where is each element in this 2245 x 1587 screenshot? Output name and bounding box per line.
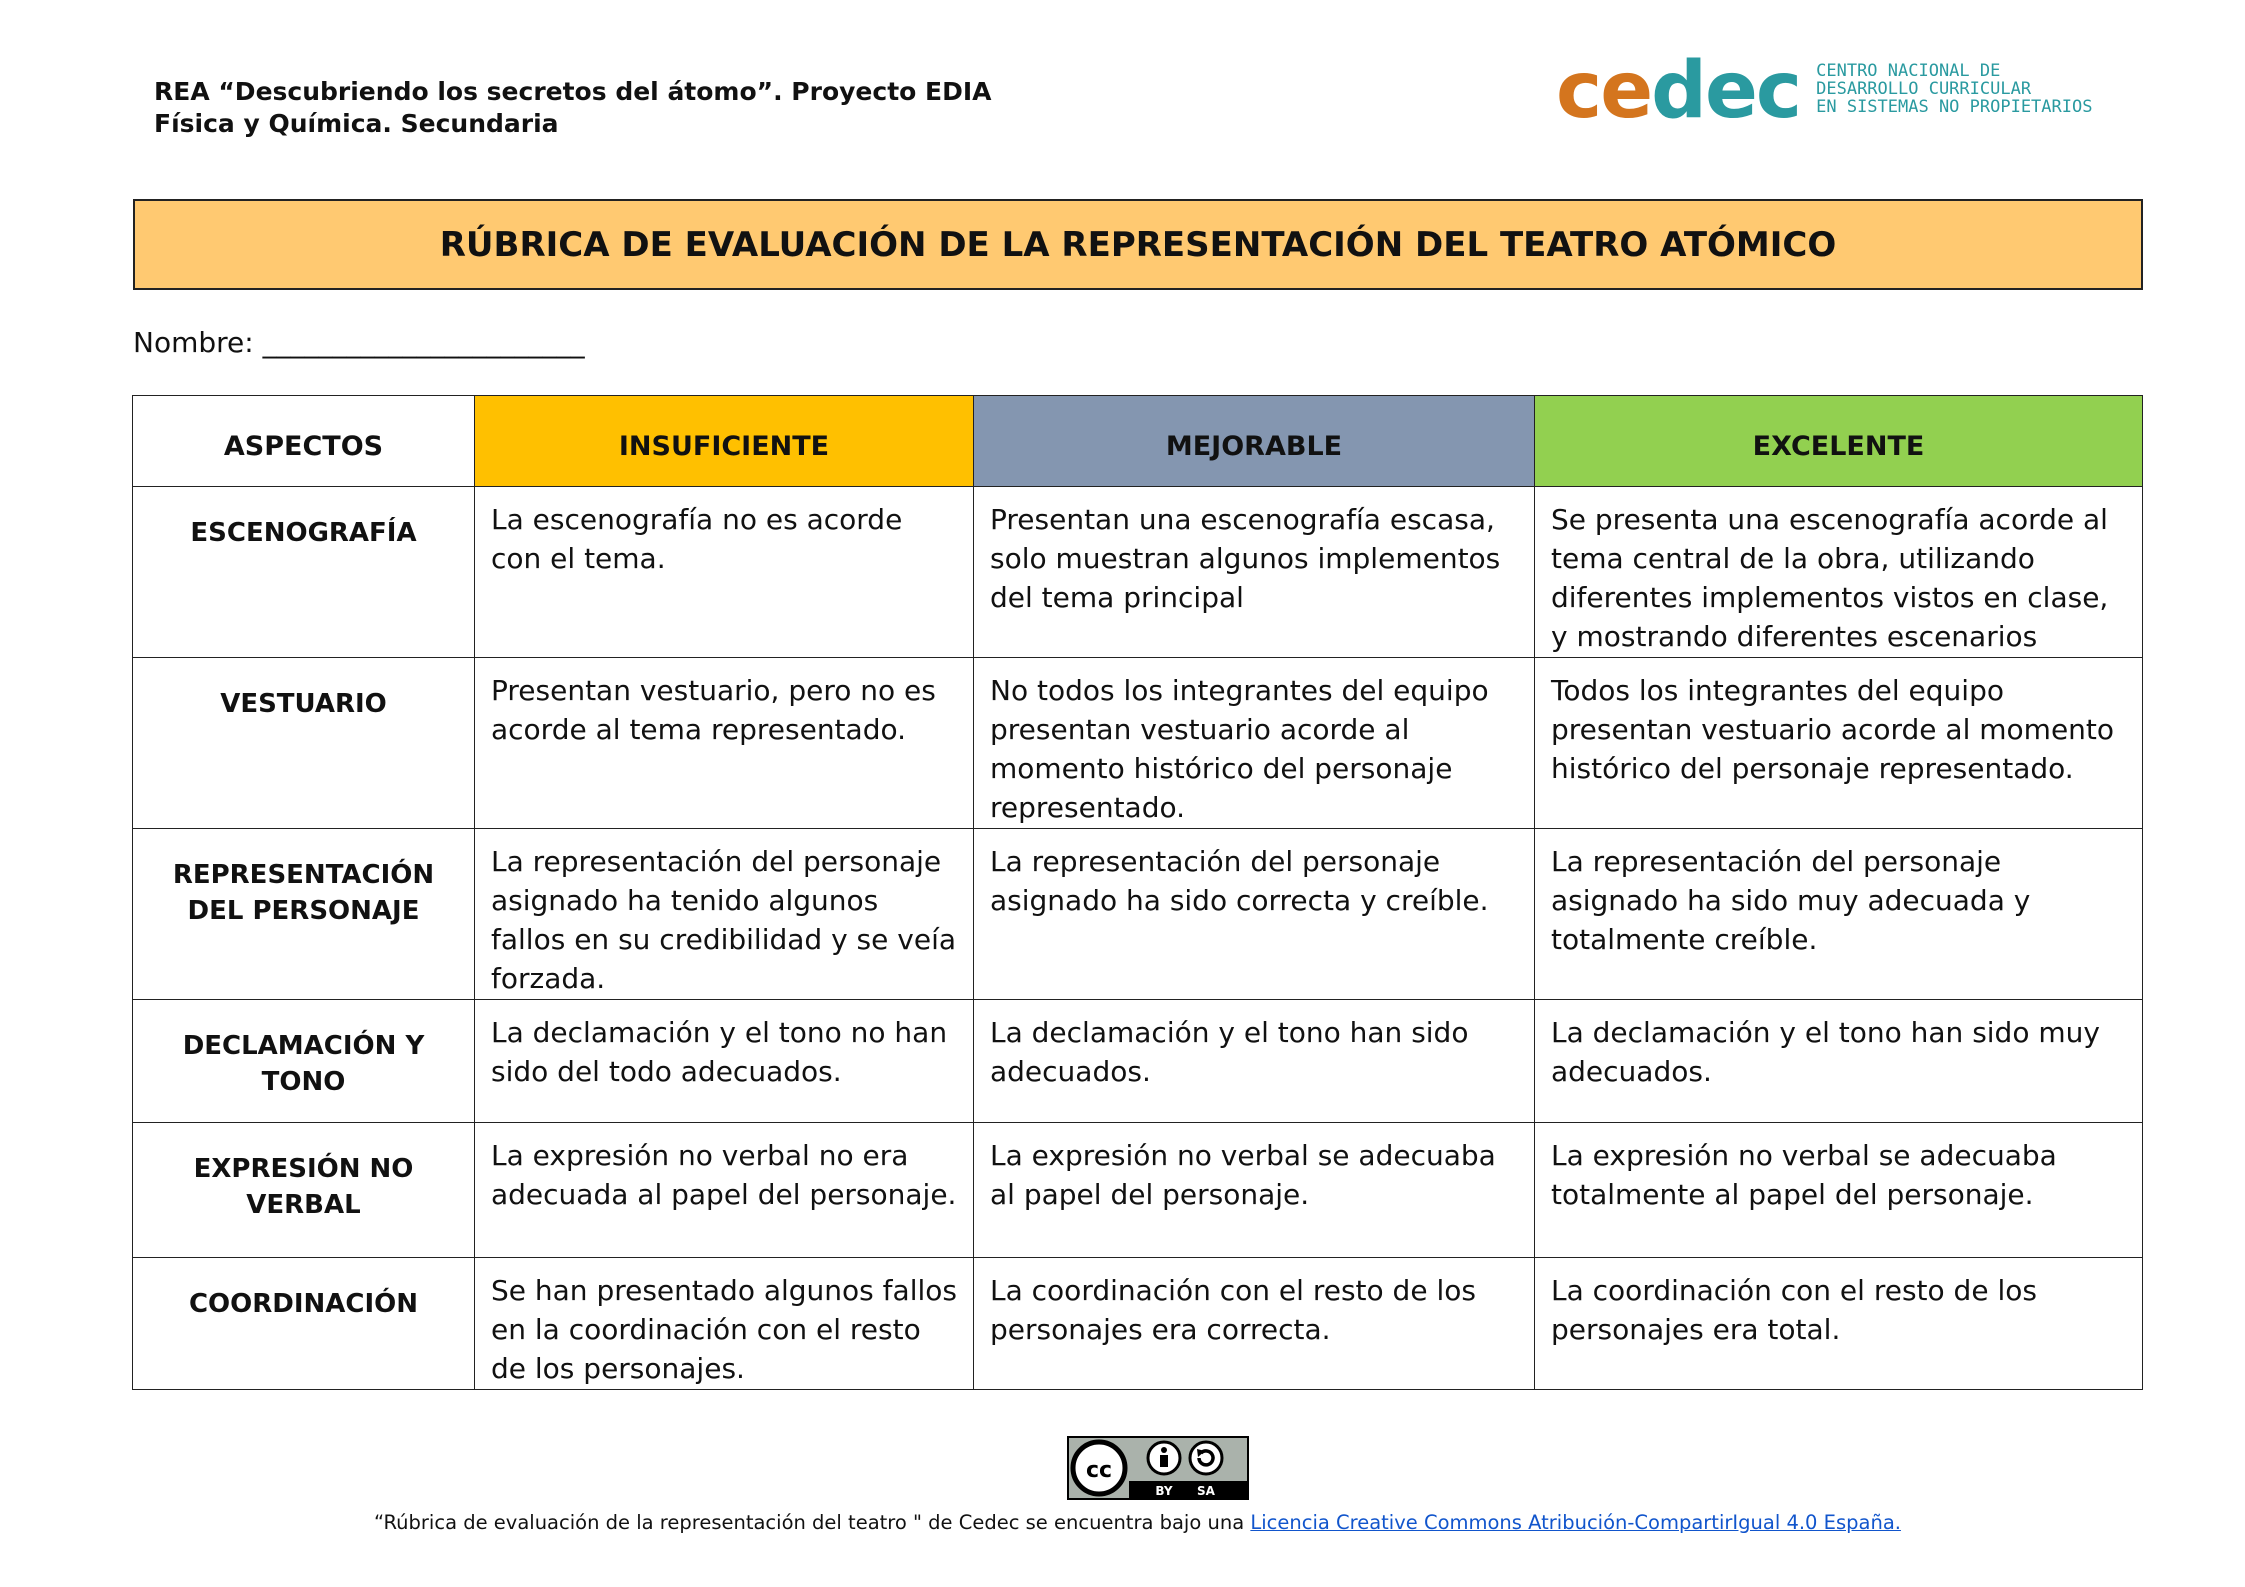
- badge-sa-label: SA: [1197, 1484, 1215, 1498]
- cedec-logo: [1556, 46, 2093, 136]
- logo-word-dec: dec: [1651, 46, 1801, 136]
- name-field-label: Nombre: _______________________: [133, 326, 585, 359]
- mejorable-cell: La coordinación con el resto de los personajes era correcta.: [974, 1258, 1535, 1390]
- header-aspectos: ASPECTOS: [133, 396, 475, 487]
- share-alike-icon: [1190, 1442, 1222, 1474]
- excelente-cell: La expresión no verbal se adecuaba totalmente al papel del personaje.: [1535, 1123, 2143, 1258]
- header-subject-line: Física y Química. Secundaria: [154, 109, 559, 138]
- aspect-cell: ESCENOGRAFÍA: [133, 487, 475, 658]
- table-header-row: [133, 396, 2143, 487]
- attribution-icon-head: [1161, 1447, 1167, 1453]
- table-row: [133, 487, 2143, 658]
- aspect-cell: COORDINACIÓN: [133, 1258, 475, 1390]
- badge-label-bar: [1129, 1481, 1247, 1498]
- logo-word-ce: ce: [1556, 46, 1652, 136]
- cc-icon-letters: cc: [1085, 1458, 1113, 1483]
- header-excelente: EXCELENTE: [1535, 396, 2143, 487]
- insuficiente-cell: La escenografía no es acorde con el tema.: [475, 487, 974, 658]
- header-mejorable: MEJORABLE: [974, 396, 1535, 487]
- aspect-cell: VESTUARIO: [133, 658, 475, 829]
- mejorable-cell: Presentan una escenografía escasa, solo muestran algunos implementos del tema principal: [974, 487, 1535, 658]
- cc-by-sa-license-badge[interactable]: [1067, 1436, 1249, 1500]
- header-insuficiente: INSUFICIENTE: [475, 396, 974, 487]
- excelente-cell: Se presenta una escenografía acorde al tema central de la obra, utilizando diferentes implementos vistos en clase, y mostrando diferentes escenarios: [1535, 487, 2143, 658]
- license-footer: [374, 1511, 1901, 1534]
- mejorable-cell: La expresión no verbal se adecuaba al papel del personaje.: [974, 1123, 1535, 1258]
- insuficiente-cell: La declamación y el tono no han sido del todo adecuados.: [475, 1000, 974, 1123]
- logo-tagline-line: CENTRO NACIONAL DE: [1816, 61, 2001, 81]
- table-row: [133, 1123, 2143, 1258]
- aspect-cell: EXPRESIÓN NO VERBAL: [133, 1123, 475, 1258]
- cedec-logo-tagline: [1816, 62, 2092, 116]
- badge-by-label: BY: [1155, 1484, 1173, 1498]
- cedec-logo-wordmark: [1556, 46, 1801, 136]
- aspect-cell: DECLAMACIÓN Y TONO: [133, 1000, 475, 1123]
- mejorable-cell: No todos los integrantes del equipo presentan vestuario acorde al momento histórico del personaje representado.: [974, 658, 1535, 829]
- insuficiente-cell: La representación del personaje asignado ha tenido algunos fallos en su credibilidad y se veía forzada.: [475, 829, 974, 1000]
- table-row: [133, 658, 2143, 829]
- excelente-cell: La coordinación con el resto de los personajes era total.: [1535, 1258, 2143, 1390]
- aspect-cell: REPRESENTACIÓN DEL PERSONAJE: [133, 829, 475, 1000]
- license-link[interactable]: Licencia Creative Commons Atribución-CompartirIgual 4.0 España.: [1250, 1511, 1901, 1534]
- excelente-cell: La declamación y el tono han sido muy adecuados.: [1535, 1000, 2143, 1123]
- rubric-table: [132, 395, 2143, 1390]
- excelente-cell: Todos los integrantes del equipo presentan vestuario acorde al momento histórico del personaje representado.: [1535, 658, 2143, 829]
- table-row: [133, 1258, 2143, 1390]
- document-header: [154, 76, 992, 140]
- mejorable-cell: La declamación y el tono han sido adecuados.: [974, 1000, 1535, 1123]
- logo-tagline-line: DESARROLLO CURRICULAR: [1816, 79, 2032, 99]
- logo-tagline-line: EN SISTEMAS NO PROPIETARIOS: [1816, 97, 2093, 117]
- insuficiente-cell: Se han presentado algunos fallos en la coordinación con el resto de los personajes.: [475, 1258, 974, 1390]
- table-row: [133, 829, 2143, 1000]
- mejorable-cell: La representación del personaje asignado ha sido correcta y creíble.: [974, 829, 1535, 1000]
- excelente-cell: La representación del personaje asignado ha sido muy adecuada y totalmente creíble.: [1535, 829, 2143, 1000]
- rubric-title: RÚBRICA DE EVALUACIÓN DE LA REPRESENTACIÓN DEL TEATRO ATÓMICO: [133, 199, 2143, 290]
- license-footer-text: “Rúbrica de evaluación de la representación del teatro " de Cedec se encuentra bajo una: [374, 1511, 1251, 1534]
- table-row: [133, 1000, 2143, 1123]
- insuficiente-cell: La expresión no verbal no era adecuada al papel del personaje.: [475, 1123, 974, 1258]
- insuficiente-cell: Presentan vestuario, pero no es acorde al tema representado.: [475, 658, 974, 829]
- header-project-line: REA “Descubriendo los secretos del átomo”. Proyecto EDIA: [154, 77, 992, 106]
- attribution-icon-body: [1160, 1455, 1168, 1467]
